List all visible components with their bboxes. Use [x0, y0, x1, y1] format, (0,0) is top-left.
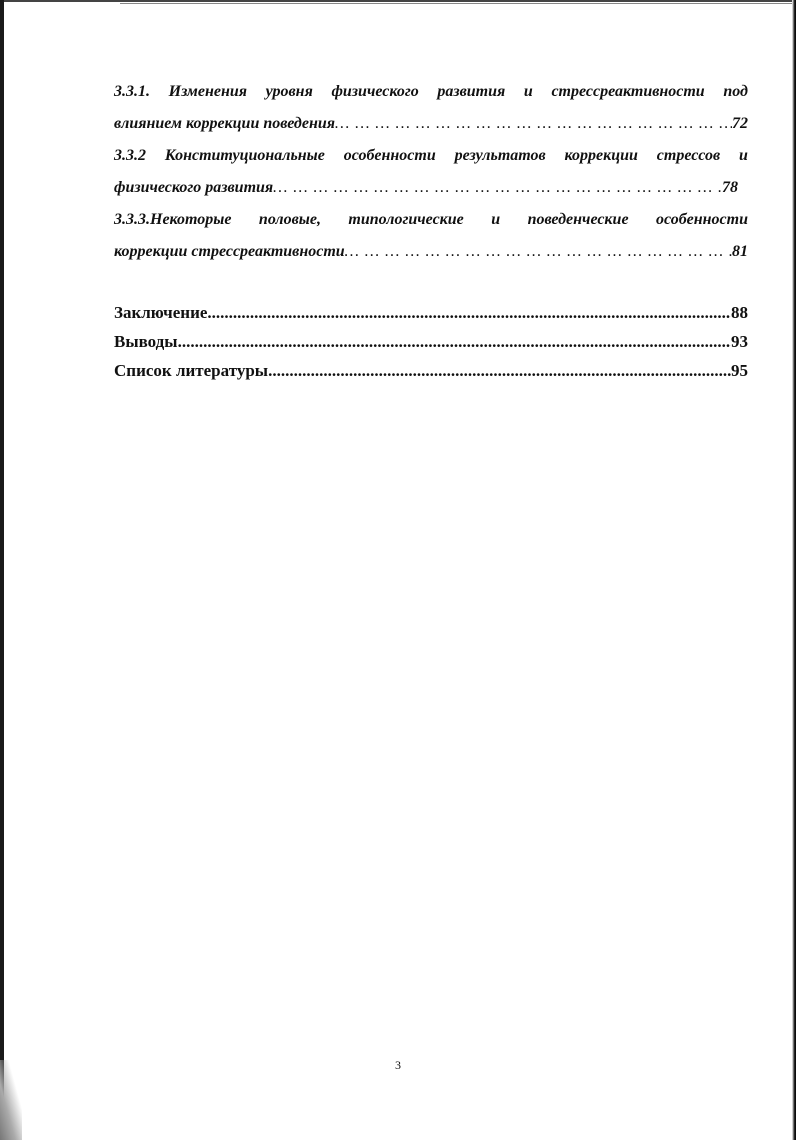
toc-entry-title-continuation: коррекции стрессреактивности	[114, 243, 345, 260]
title-word: Конституциональные	[164, 147, 325, 164]
toc-entry-3-3-1	[114, 76, 748, 140]
dot-leader	[207, 298, 731, 327]
title-word: под	[723, 83, 748, 100]
title-word: и	[523, 83, 533, 100]
scan-left-edge	[0, 0, 4, 1140]
title-word: поведенческие	[527, 211, 629, 228]
title-word: развития	[437, 83, 506, 100]
toc-entry-title-line	[114, 140, 748, 172]
dot-leader	[268, 356, 731, 385]
title-word: половые,	[258, 211, 321, 228]
toc-entry-title-line	[114, 76, 748, 108]
toc-entry-page: 72	[732, 115, 748, 132]
title-word: Изменения	[168, 83, 247, 100]
title-word: и	[739, 147, 748, 164]
table-of-contents	[114, 76, 748, 385]
dot-leader	[178, 327, 731, 356]
page-number: 3	[395, 1058, 401, 1072]
toc-entry-findings	[114, 327, 748, 356]
scan-top-edge-line	[120, 3, 796, 4]
dot-leader	[345, 236, 732, 268]
toc-entry-title: Выводы	[114, 332, 178, 351]
toc-entry-leader-line	[114, 236, 748, 268]
title-word: результатов	[454, 147, 546, 164]
toc-entry-page: 81	[732, 243, 748, 260]
title-word: особенности	[655, 211, 748, 228]
toc-entry-title: Заключение	[114, 303, 208, 322]
toc-entry-page: 78	[722, 179, 738, 196]
toc-entry-3-3-3	[114, 204, 748, 268]
title-word: коррекции	[564, 147, 638, 164]
toc-entry-leader-line	[114, 172, 738, 204]
title-word: стрессов	[656, 147, 721, 164]
toc-entry-3-3-2	[114, 140, 748, 204]
toc-entry-title-continuation: влиянием коррекции поведения	[114, 115, 335, 132]
toc-entry-page: 95	[731, 361, 748, 380]
title-word: 3.3.2	[114, 147, 146, 164]
title-word: уровня	[265, 83, 313, 100]
title-word: особенности	[343, 147, 436, 164]
title-word: физического	[331, 83, 419, 100]
title-word: 3.3.3.Некоторые	[114, 211, 232, 228]
toc-entry-conclusion	[114, 298, 748, 327]
toc-entry-title-line	[114, 204, 748, 236]
toc-entry-title-continuation: физического развития	[114, 179, 274, 196]
toc-entry-page: 93	[731, 332, 748, 351]
toc-entry-leader-line	[114, 108, 748, 140]
section-gap	[114, 268, 748, 298]
title-word: стрессреактивности	[551, 83, 705, 100]
toc-entry-page: 88	[731, 303, 748, 322]
title-word: типологические	[348, 211, 464, 228]
title-word: 3.3.1.	[114, 83, 150, 100]
scan-top-edge	[0, 0, 796, 2]
toc-entry-references	[114, 356, 748, 385]
scan-right-edge	[792, 0, 796, 1140]
toc-entry-title: Список литературы	[114, 361, 269, 380]
title-word: и	[491, 211, 501, 228]
dot-leader	[273, 172, 722, 204]
dot-leader	[335, 108, 732, 140]
